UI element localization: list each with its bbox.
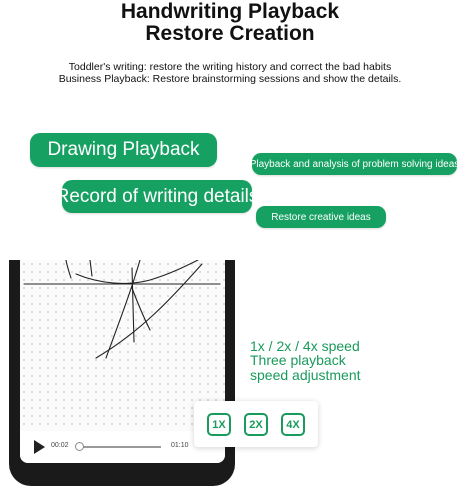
total-time: 01:10 xyxy=(171,442,189,449)
speed-info-line-1: 1x / 2x / 4x speed xyxy=(250,338,360,354)
restore-ideas-badge: Restore creative ideas xyxy=(256,206,386,228)
speed-info-line-3: speed adjustment xyxy=(250,367,361,383)
page-title-line-2: Restore Creation xyxy=(145,22,315,45)
subtitle-line-1: Toddler's writing: restore the writing history and correct the bad habits xyxy=(68,61,392,73)
drawing-playback-badge: Drawing Playback xyxy=(30,133,217,167)
progress-track[interactable] xyxy=(78,446,161,448)
record-details-badge: Record of writing details xyxy=(62,180,252,213)
analysis-badge: Playback and analysis of problem solving ideas xyxy=(252,153,457,175)
current-time: 00:02 xyxy=(51,442,69,449)
speed-4x-button[interactable]: 4X xyxy=(281,413,305,436)
play-icon[interactable] xyxy=(34,440,45,454)
subtitle-line-2: Business Playback: Restore brainstorming sessions and show the details. xyxy=(58,73,402,85)
speed-selector xyxy=(194,401,318,447)
speed-2x-button[interactable]: 2X xyxy=(244,413,268,436)
progress-knob[interactable] xyxy=(75,442,84,451)
speed-info-line-2: Three playback xyxy=(250,352,346,368)
speed-1x-button[interactable]: 1X xyxy=(207,413,231,436)
page-title-line-1: Handwriting Playback xyxy=(120,0,340,23)
phone-device xyxy=(9,260,235,486)
